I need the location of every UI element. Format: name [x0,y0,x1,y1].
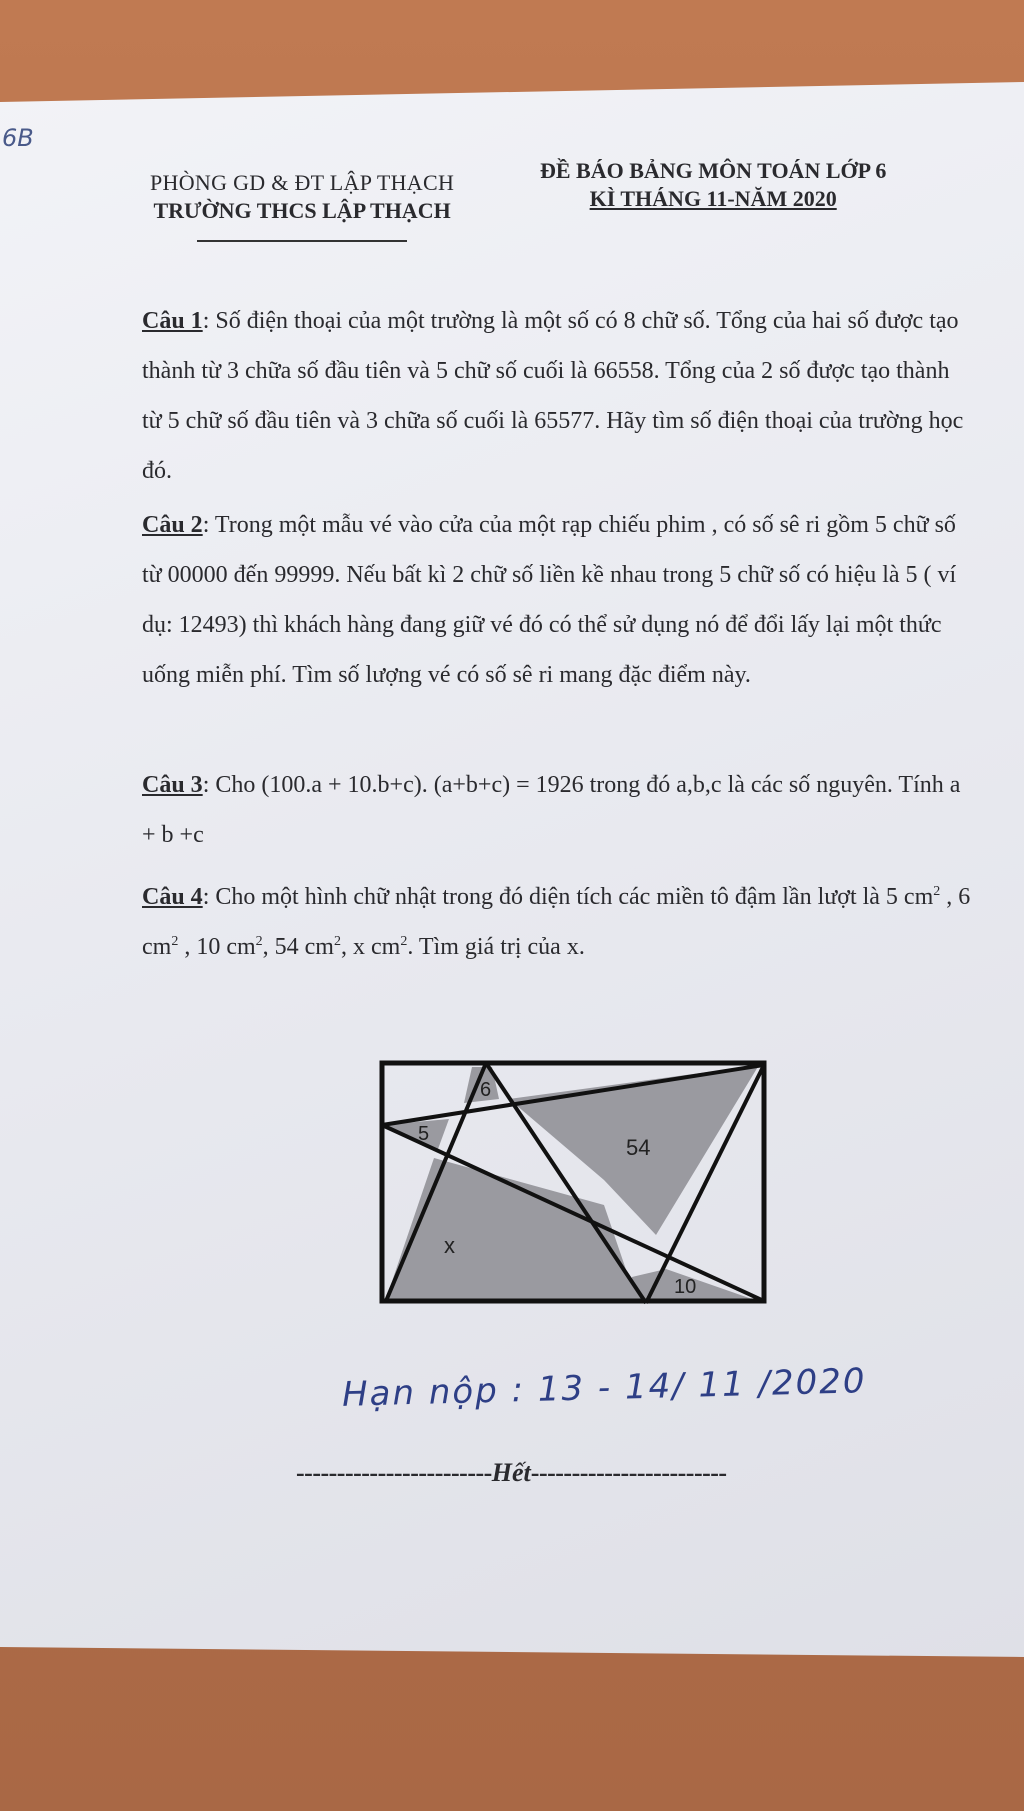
question-3-label: Câu 3 [142,772,203,798]
corner-note: 6B [2,124,34,152]
header-left [150,170,454,242]
header-right [540,158,886,212]
unit-text: , 10 cm [178,934,256,960]
exam-title: ĐỀ BÁO BẢNG MÔN TOÁN LỚP 6 [540,158,887,183]
unit-exponent: 2 [400,934,408,949]
unit-text: , 54 cm [262,934,334,960]
question-4 [142,872,974,972]
end-word: Hết [491,1458,531,1487]
label-10: 10 [674,1276,697,1298]
unit-exponent: 2 [933,884,941,899]
question-4-label: Câu 4 [142,884,203,910]
label-x: x [444,1233,455,1258]
label-6: 6 [480,1079,492,1101]
unit-exponent: 2 [255,934,263,949]
deadline-handwritten-note: Hạn nộp : 13 - 14/ 11 /2020 [341,1361,867,1415]
question-4-text-end: . Tìm giá trị của x. [407,934,585,960]
unit-text: , x cm [340,934,401,960]
question-3 [142,760,974,860]
question-1-label: Câu 1 [142,308,203,334]
question-2-label: Câu 2 [142,512,203,538]
question-1 [142,296,974,496]
exam-period: KÌ THÁNG 11-NĂM 2020 [589,186,837,211]
label-54: 54 [626,1135,651,1160]
question-4-text: : Cho một hình chữ nhật trong đó diện tích các miền tô đậm lần lượt là 5 cm [202,884,934,910]
unit-exponent: 2 [333,934,341,949]
unit-text: , 6 cm [142,884,971,960]
question-1-text: : Số điện thoại của một trường là một số có 8 chữ số. Tổng của hai số được tạo thành từ 3 chữa số đầu tiên và 5 chữ số cuối là 66558. Tổng của 2 số được tạo thành từ 5 chữ số đầu tiên và 3 chữa số cuối là 65577. Hãy tìm số điện thoại của trường học đó. [142,308,964,484]
end-dashes-right: ------------------------ [530,1458,727,1487]
end-dashes-left: ------------------------ [296,1458,492,1487]
unit-exponent: 2 [171,934,179,949]
school-name: TRƯỜNG THCS LẬP THẠCH [153,198,451,223]
header-divider [197,240,407,242]
rectangle-figure [374,1053,774,1313]
question-2-text: : Trong một mẫu vé vào cửa của một rạp chiếu phim , có số sê ri gồm 5 chữ số từ 00000 đến 99999. Nếu bất kì 2 chữ số liền kề nhau trong 5 chữ số có hiệu là 5 ( ví dụ: 12493) thì khách hàng đang giữ vé đó có thể sử dụng nó để đổi lấy lại một thức uống miễn phí. Tìm số lượng vé có số sê ri mang đặc điểm này. [142,512,957,688]
question-3-text: : Cho (100.a + 10.b+c). (a+b+c) = 1926 trong đó a,b,c là các số nguyên. Tính a + b +c [142,772,961,848]
label-5: 5 [418,1123,430,1145]
department-name: PHÒNG GD & ĐT LẬP THẠCH [150,170,455,195]
question-2 [142,500,974,700]
end-line [296,1458,727,1488]
